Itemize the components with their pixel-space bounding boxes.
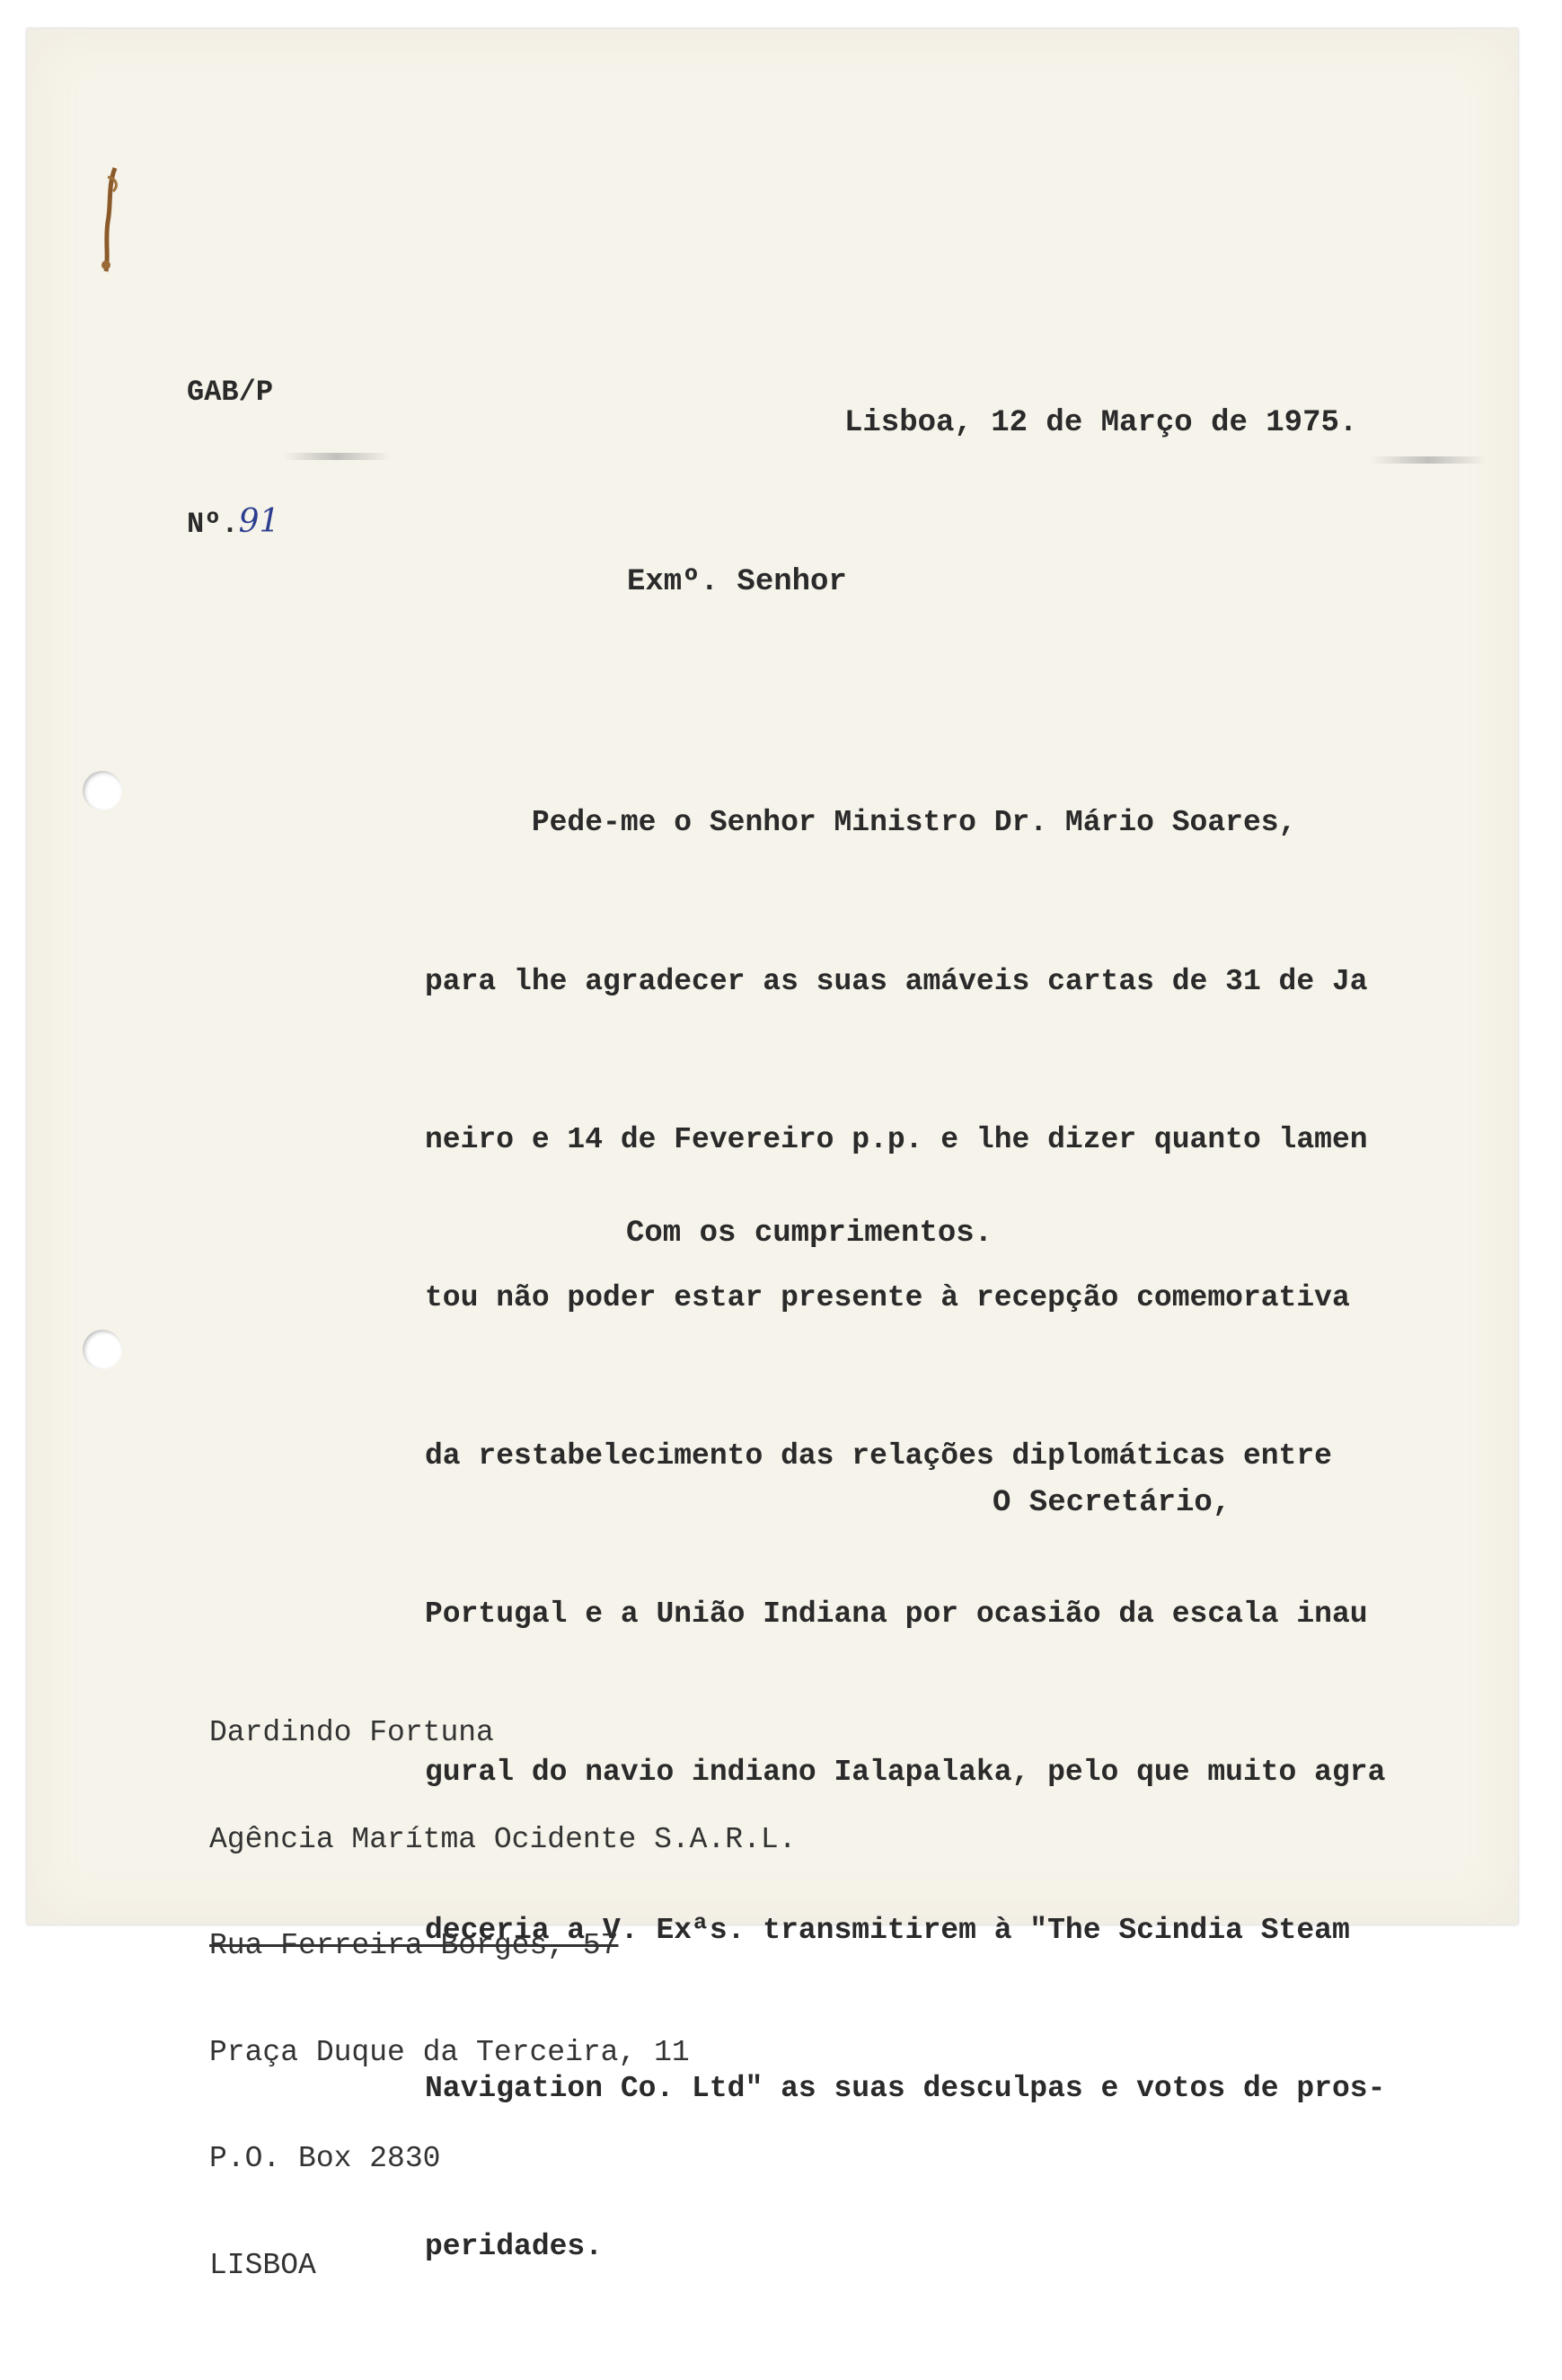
recipient-street: Praça Duque da Terceira, 11 (209, 2035, 690, 2069)
body-line: Portugal e a União Indiana por ocasião da escala inau (425, 1597, 1368, 1631)
body-line: Navigation Co. Ltd" as suas desculpas e votos de pros- (425, 2072, 1386, 2106)
salutation: Exmº. Senhor (627, 565, 847, 599)
body-line: para lhe agradecer as suas amáveis cartas de 31 de Ja (425, 964, 1368, 998)
body-line: da restabelecimento das relações diplomáticas entre (425, 1438, 1332, 1473)
body-line: Pede-me o Senhor Ministro Dr. Mário Soares, (425, 806, 1297, 840)
staple-mark (81, 159, 135, 276)
signature-title: O Secretário, (993, 1486, 1231, 1520)
number-label: Nº. (187, 508, 239, 541)
reference-code: GAB/P (187, 376, 274, 409)
number-line (187, 500, 279, 546)
handwritten-number: 91 (238, 503, 280, 540)
letter-page (27, 29, 1518, 2282)
body-line: gural do navio indiano Ialapalaka, pelo que muito agra (425, 1756, 1386, 1790)
body-line: neiro e 14 de Fevereiro p.p. e lhe dizer quanto lamen (425, 1122, 1368, 1156)
smudge-right (1370, 456, 1487, 464)
body-line: tou não poder estar presente à recepção comemorativa (425, 1280, 1350, 1314)
punch-hole-top (83, 771, 122, 810)
recipient-company: Agência Marítma Ocidente S.A.R.L. (209, 1822, 797, 1856)
punch-hole-bottom (83, 1330, 122, 1369)
recipient-po-box: P.O. Box 2830 (209, 2142, 441, 2175)
body-line: peridades. (425, 2230, 604, 2264)
body-line: deceria a V. Exªs. transmitirem à "The Scindia Steam (425, 1914, 1350, 1948)
date-line: Lisboa, 12 de Março de 1975. (844, 406, 1358, 440)
reference-block (187, 285, 279, 633)
smudge-left (283, 453, 391, 460)
recipient-name: Dardindo Fortuna (209, 1716, 494, 1749)
closing-line: Com os cumprimentos. (626, 1217, 993, 1251)
recipient-city: LISBOA (209, 2248, 316, 2282)
recipient-address (209, 1644, 797, 2354)
struck-out-address: Rua Ferreira Borges, 57 (209, 1929, 619, 1962)
